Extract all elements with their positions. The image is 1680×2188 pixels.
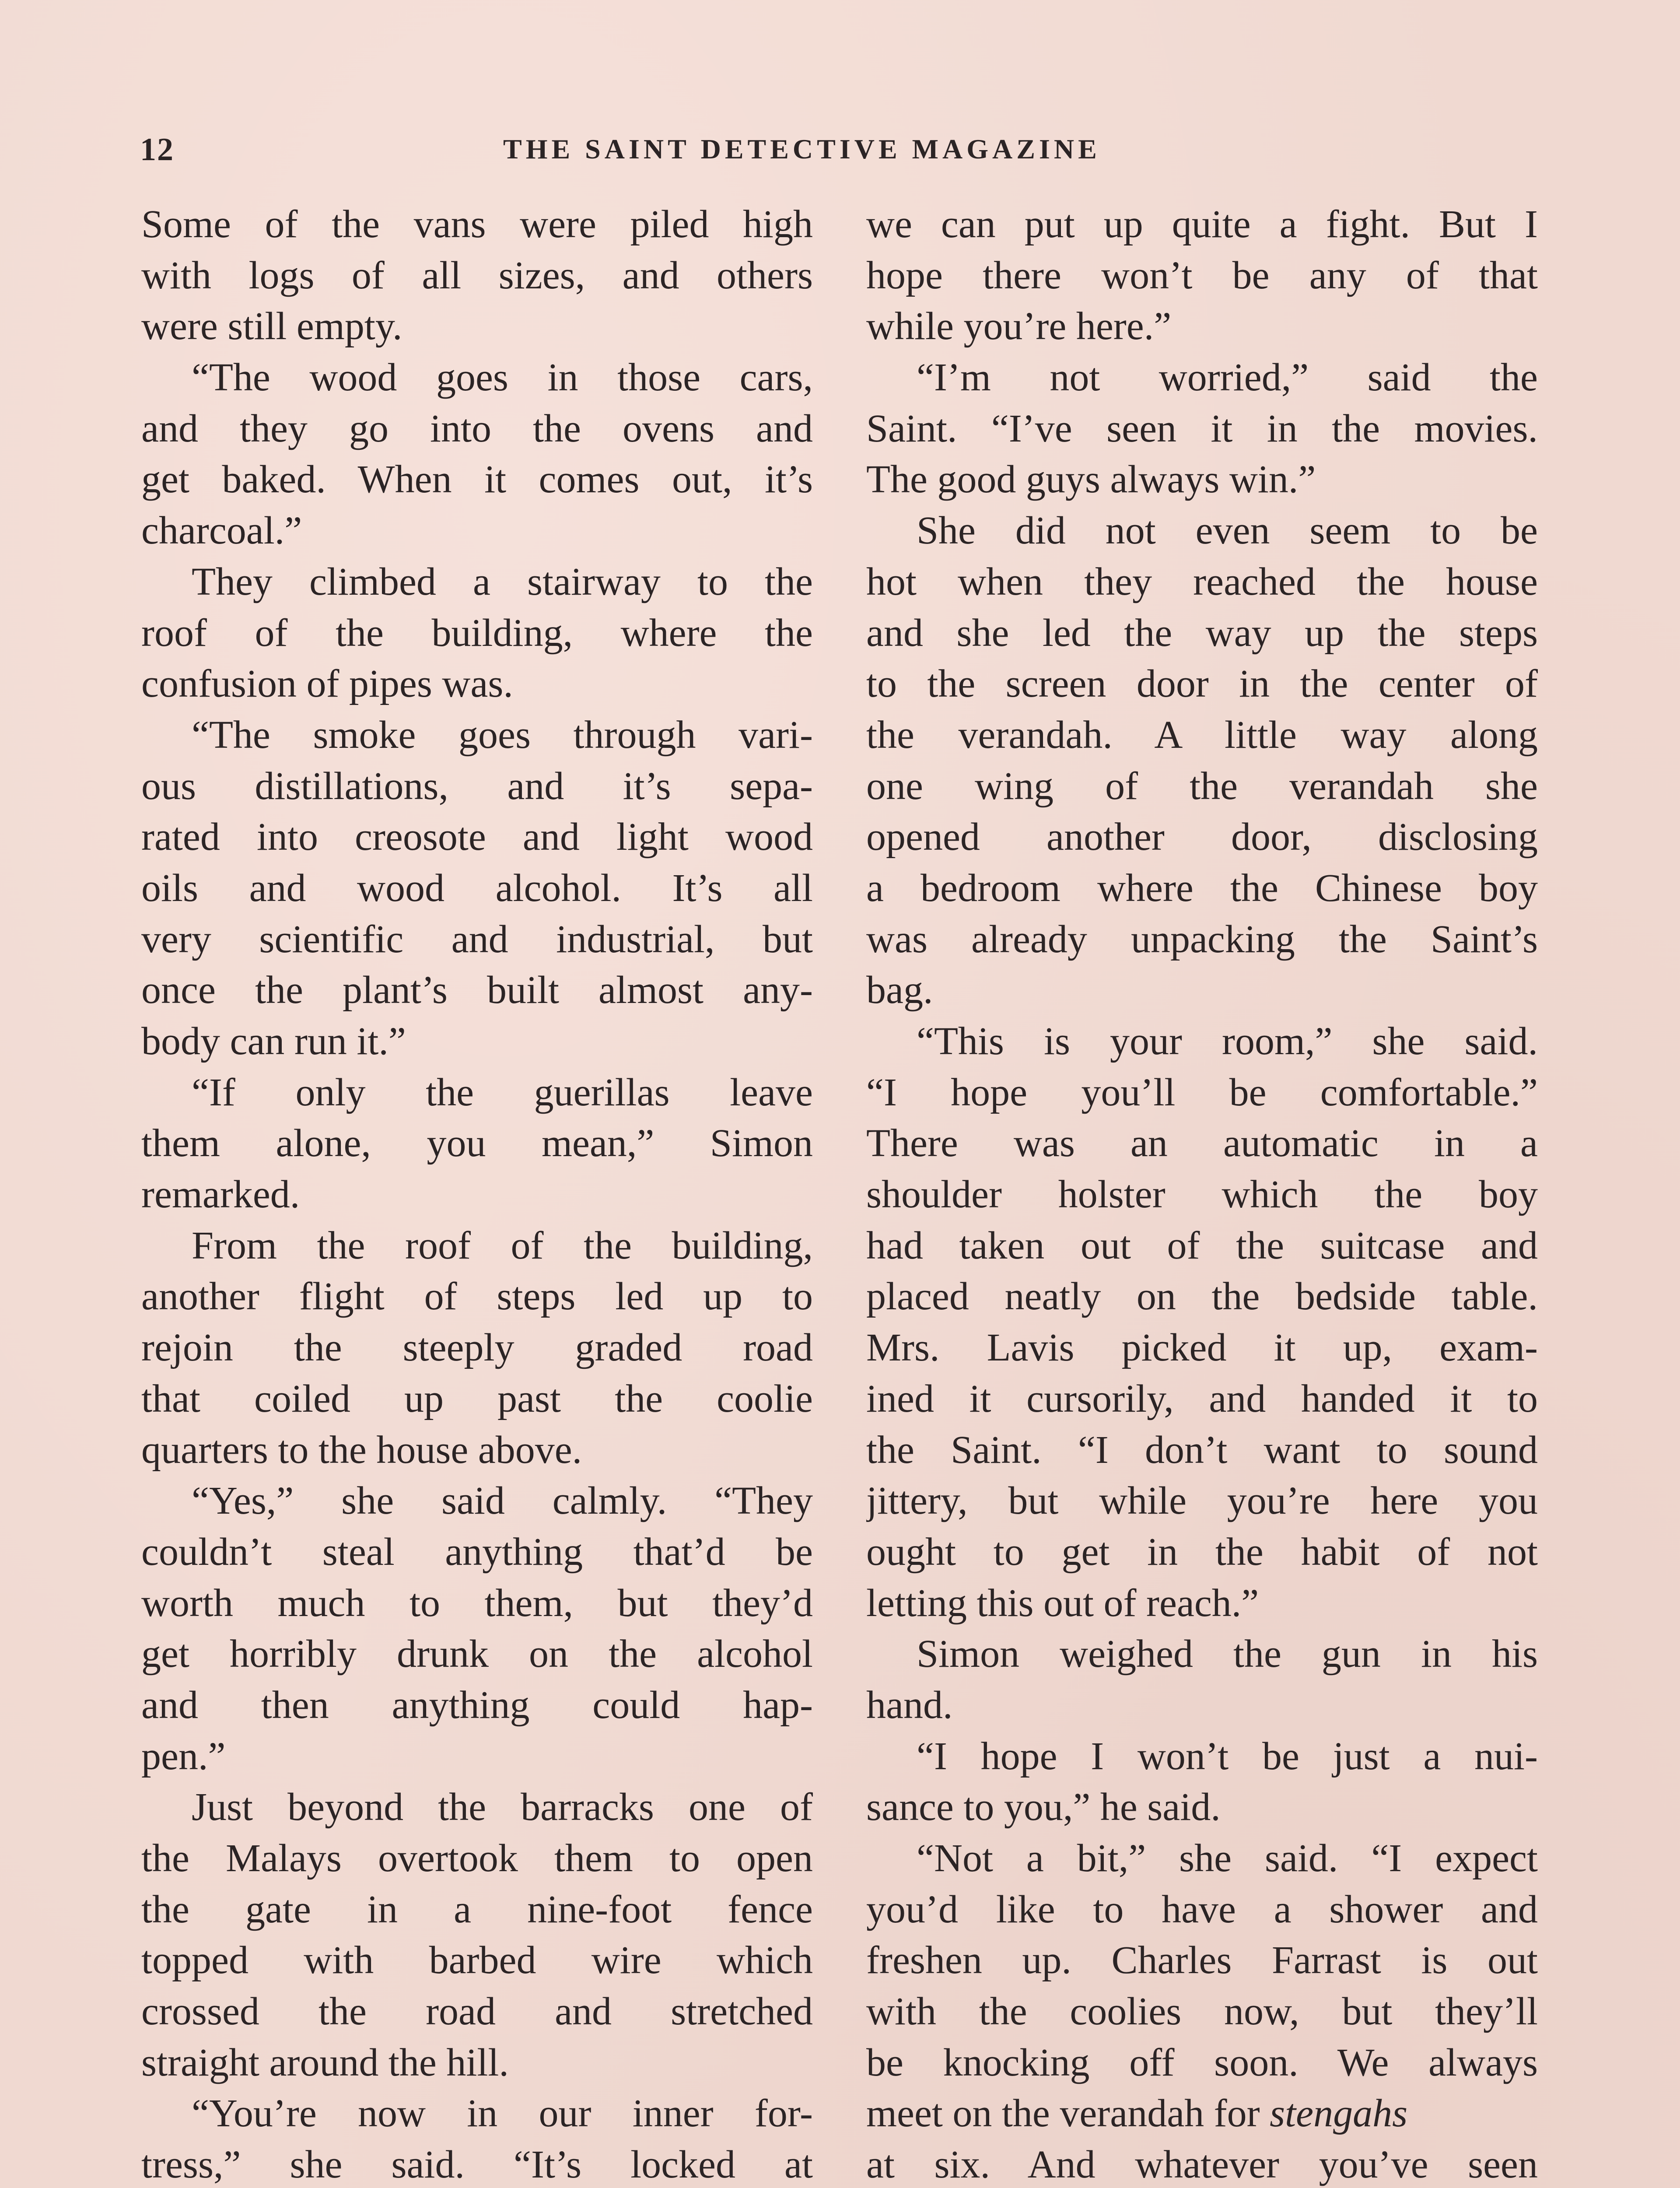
text-line: the verandah. A little way along	[866, 713, 1538, 757]
text-line: “You’re now in our inner for-	[192, 2092, 813, 2135]
running-title: THE SAINT DETECTIVE MAGAZINE	[503, 133, 1101, 165]
text-line: “The wood goes in those cars,	[192, 356, 813, 400]
text-line: The good guys always win.”	[866, 458, 1316, 501]
text-line: rejoin the steeply graded road	[141, 1326, 813, 1370]
text-line: one wing of the verandah she	[866, 764, 1538, 808]
text-line: From the roof of the building,	[192, 1224, 813, 1267]
text-line: the Saint. “I don’t want to sound	[866, 1428, 1538, 1472]
text-line: confusion of pipes was.	[141, 662, 513, 706]
text-segment: meet on the verandah for	[866, 2092, 1270, 2135]
text-line: to the screen door in the center of	[866, 662, 1538, 706]
text-line: They climbed a stairway to the	[192, 560, 813, 603]
text-line: at six. And whatever you’ve seen	[866, 2143, 1538, 2187]
text-line: Mrs. Lavis picked it up, exam-	[866, 1326, 1538, 1370]
text-line: charcoal.”	[141, 509, 302, 553]
text-line: “This is your room,” she said.	[917, 1020, 1538, 1063]
text-line: “I hope you’ll be comfortable.”	[866, 1070, 1538, 1114]
text-line: Just beyond the barracks one of	[192, 1785, 813, 1829]
text-line: were still empty.	[141, 305, 402, 348]
text-line: rated into creosote and light wood	[141, 815, 813, 859]
text-line: bag.	[866, 968, 933, 1012]
text-line: Simon weighed the gun in his	[917, 1632, 1538, 1676]
text-line: tress,” she said. “It’s locked at	[141, 2143, 813, 2187]
text-line: freshen up. Charles Farrast is out	[866, 1939, 1538, 1982]
text-line: oils and wood alcohol. It’s all	[141, 866, 813, 910]
text-line: quarters to the house above.	[141, 1428, 582, 1472]
text-line: a bedroom where the Chinese boy	[866, 866, 1538, 910]
text-line: ought to get in the habit of not	[866, 1530, 1538, 1574]
text-line: “If only the guerillas leave	[192, 1070, 813, 1114]
text-line: body can run it.”	[141, 1020, 406, 1063]
text-line-with-italic	[866, 2088, 1538, 2139]
page-number: 12	[140, 132, 174, 168]
text-line: opened another door, disclosing	[866, 815, 1538, 859]
text-line: them alone, you mean,” Simon	[141, 1122, 813, 1165]
text-line: hope there won’t be any of that	[866, 253, 1538, 297]
text-line: the gate in a nine-foot fence	[141, 1887, 813, 1931]
text-line: hand.	[866, 1683, 953, 1727]
text-line: “I hope I won’t be just a nui-	[917, 1734, 1538, 1778]
text-line: the Malays overtook them to open	[141, 1837, 813, 1880]
text-line: shoulder holster which the boy	[866, 1173, 1538, 1217]
text-line: topped with barbed wire which	[141, 1939, 813, 1982]
text-line: crossed the road and stretched	[141, 1990, 813, 2034]
text-line: once the plant’s built almost any-	[141, 968, 813, 1012]
text-line: while you’re here.”	[866, 305, 1172, 348]
text-line: be knocking off soon. We always	[866, 2041, 1538, 2084]
text-line: another flight of steps led up to	[141, 1275, 813, 1318]
text-line: had taken out of the suitcase and	[866, 1224, 1538, 1267]
text-line: “Not a bit,” she said. “I expect	[917, 1837, 1538, 1880]
text-line: Saint. “I’ve seen it in the movies.	[866, 407, 1538, 450]
text-line: was already unpacking the Saint’s	[866, 917, 1538, 961]
right-column	[866, 199, 1538, 2188]
text-line: ous distillations, and it’s sepa-	[141, 764, 813, 808]
text-line: get baked. When it comes out, it’s	[141, 458, 813, 501]
text-line: very scientific and industrial, but	[141, 917, 813, 961]
text-line: sance to you,” he said.	[866, 1785, 1221, 1829]
text-line: There was an automatic in a	[866, 1122, 1538, 1165]
page-header	[140, 131, 1540, 171]
text-line: hot when they reached the house	[866, 560, 1538, 603]
text-line: with logs of all sizes, and others	[141, 253, 813, 297]
text-line: letting this out of reach.”	[866, 1581, 1259, 1625]
text-line: Some of the vans were piled high	[141, 203, 813, 246]
text-line: “I’m not worried,” said the	[917, 356, 1538, 400]
text-line: straight around the hill.	[141, 2041, 509, 2084]
text-line: that coiled up past the coolie	[141, 1377, 813, 1420]
text-line: and they go into the ovens and	[141, 407, 813, 450]
text-line: “The smoke goes through vari-	[192, 713, 813, 757]
text-line: worth much to them, but they’d	[141, 1581, 813, 1625]
text-line: She did not even seem to be	[917, 509, 1538, 553]
italic-word: stengahs	[1270, 2092, 1408, 2135]
text-line: we can put up quite a fight. But I	[866, 203, 1538, 246]
text-line: and she led the way up the steps	[866, 611, 1538, 655]
left-column	[141, 199, 813, 2188]
text-line: with the coolies now, but they’ll	[866, 1990, 1538, 2034]
text-line: jittery, but while you’re here you	[866, 1479, 1538, 1523]
text-line: roof of the building, where the	[141, 611, 813, 655]
text-line: pen.”	[141, 1734, 226, 1778]
text-line: remarked.	[141, 1173, 300, 1217]
text-line: and then anything could hap-	[141, 1683, 813, 1727]
text-line: couldn’t steal anything that’d be	[141, 1530, 813, 1574]
text-line: you’d like to have a shower and	[866, 1887, 1538, 1931]
text-line: ined it cursorily, and handed it to	[866, 1377, 1538, 1420]
text-line: placed neatly on the bedside table.	[866, 1275, 1538, 1318]
text-line: get horribly drunk on the alcohol	[141, 1632, 813, 1676]
text-line: “Yes,” she said calmly. “They	[192, 1479, 813, 1523]
